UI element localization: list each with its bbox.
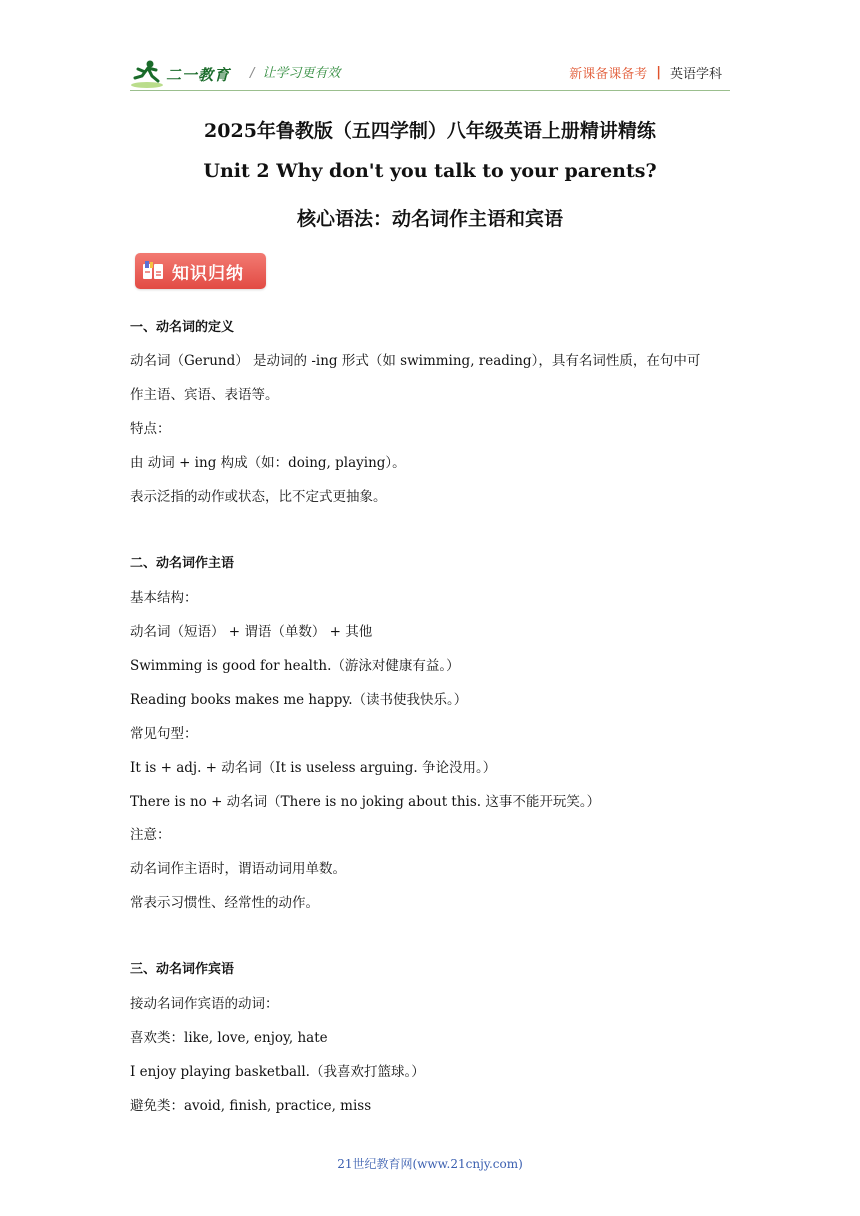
section-heading-2: 二、动名词作主语 [130,556,235,571]
example-sentence: It is + adj. + 动名词（It is useless arguing. 争论没用。） [130,760,497,776]
doc-title: 2025年鲁教版（五四学制）八年级英语上册精讲精练 [204,120,656,142]
unit-title: Unit 2 Why don't you talk to your parents? [203,160,657,182]
paragraph-line: 常表示习惯性、经常性的动作。 [130,895,319,911]
brand-logo [130,58,230,90]
example-sentence: There is no + 动名词（There is no joking about this. 这事不能开玩笑。） [130,794,601,810]
example-sentence: Reading books makes me happy.（读书使我快乐。） [130,692,468,708]
logo-text: 二一教育 [166,65,231,84]
example-sentence: Swimming is good for health.（游泳对健康有益。） [130,658,460,674]
section-heading-3: 三、动名词作宾语 [130,962,235,977]
paragraph-line: 喜欢类：like, love, enjoy, hate [130,1030,328,1046]
page-header [130,58,730,90]
page-footer: 21世纪教育网(www.21cnjy.com) [337,1157,523,1171]
paragraph-line: 注意： [130,827,171,843]
paragraph-line: 表示泛指的动作或状态，比不定式更抽象。 [130,489,387,505]
paragraph-line: 常见句型： [130,726,198,742]
paragraph-line: 接动名词作宾语的动词： [130,996,279,1012]
section-heading-1: 一、动名词的定义 [130,320,235,335]
paragraph-line: 避免类：avoid, finish, practice, miss [130,1098,372,1114]
header-tags [569,63,722,82]
header-divider [130,90,730,91]
paragraph-line: 动名词（Gerund） 是动词的 -ing 形式（如 swimming, reading），具有名词性质，在句中可 [130,353,701,369]
header-separator: | [656,65,661,80]
runner-logo-icon [130,59,164,89]
grammar-title: 核心语法：动名词作主语和宾语 [296,208,563,230]
knowledge-badge [135,253,266,289]
example-sentence: I enjoy playing basketball.（我喜欢打篮球。） [130,1064,425,1080]
paragraph-line: 特点： [130,421,171,437]
book-icon [140,258,166,284]
slogan-text: 让学习更有效 [262,66,341,81]
paragraph-line: 动名词（短语） + 谓语（单数） + 其他 [130,624,373,640]
slogan-slash: / [250,66,255,81]
header-tag-subject: 英语学科 [669,67,722,82]
slogan [250,62,340,81]
paragraph-line: 由 动词 + ing 构成（如：doing, playing）。 [130,455,406,471]
paragraph-line: 基本结构： [130,590,198,606]
header-tag-course: 新课备课备考 [569,67,648,82]
badge-label: 知识归纳 [172,263,244,284]
paragraph-line: 动名词作主语时，谓语动词用单数。 [130,861,346,877]
paragraph-line: 作主语、宾语、表语等。 [130,387,279,403]
